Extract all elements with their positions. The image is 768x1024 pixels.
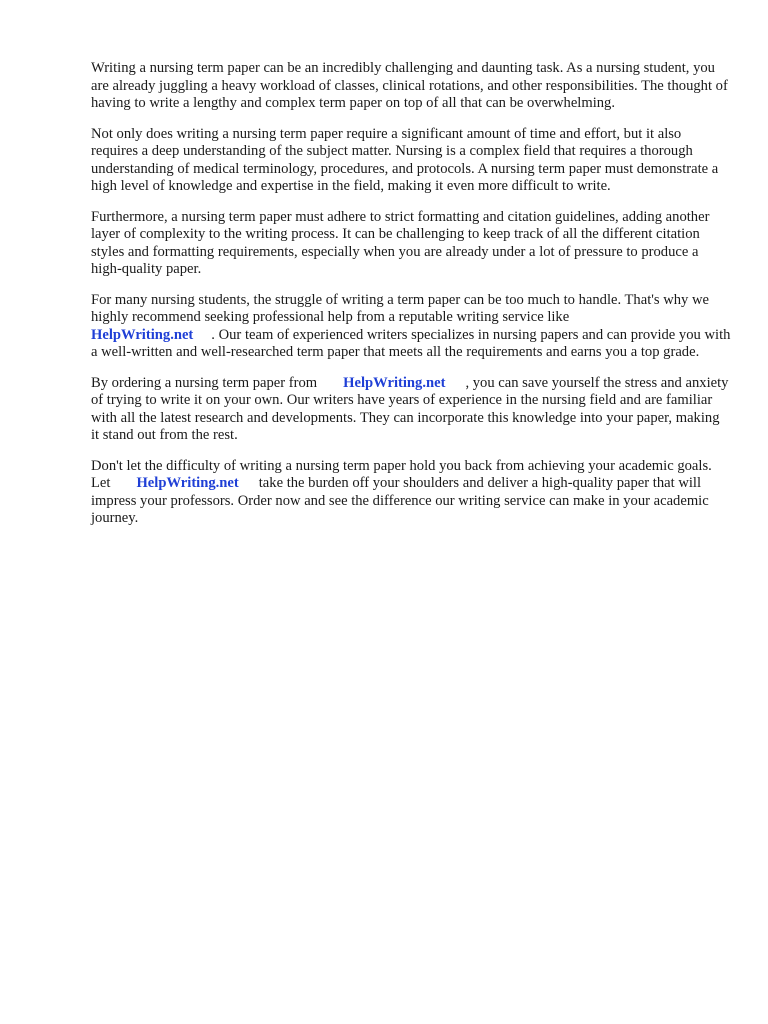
paragraph-5-text-after: , you can save yourself the stress and anxiety of trying to write it on your own. Our writers have years of experience in the nursing field and are familiar with all the latest research and developments. They can incorporate this knowledge into your paper, making it stand out from the rest. xyxy=(91,374,729,443)
helpwriting-link[interactable]: HelpWriting.net xyxy=(91,326,194,343)
document-body xyxy=(91,60,731,541)
paragraph-1: Writing a nursing term paper can be an incredibly challenging and daunting task. As a nursing student, you are already juggling a heavy workload of classes, clinical rotations, and other responsibilities. The thought of having to write a lengthy and complex term paper on top of all that can be overwhelming. xyxy=(91,60,728,111)
paragraph-6-text-before: Don't let the difficulty of writing a nursing term paper hold you back from achieving your academic goals. Let xyxy=(91,457,712,491)
paragraph-6 xyxy=(91,458,731,528)
paragraph-4-text-after: . Our team of experienced writers specializes in nursing papers and can provide you with a well-written and well-researched term paper that meets all the requirements and earns you a top grade. xyxy=(91,326,731,360)
paragraph-4 xyxy=(91,292,731,362)
paragraph-4-text-before: For many nursing students, the struggle of writing a term paper can be too much to handle. That's why we highly recommend seeking professional help from a reputable writing service like xyxy=(91,291,710,325)
paragraph-6-text-after: take the burden off your shoulders and deliver a high-quality paper that will impress your professors. Order now and see the difference our writing service can make in your academic journey. xyxy=(91,475,709,526)
paragraph-2: Not only does writing a nursing term paper require a significant amount of time and effort, but it also requires a deep understanding of the subject matter. Nursing is a complex field that requires a thorough understanding of medical terminology, procedures, and protocols. A nursing term paper must demonstrate a high level of knowledge and expertise in the field, making it even more difficult to write. xyxy=(91,125,719,194)
paragraph-3: Furthermore, a nursing term paper must adhere to strict formatting and citation guidelines, adding another layer of complexity to the writing process. It can be challenging to keep track of all the different citation styles and formatting requirements, especially when you are already under a lot of pressure to produce a high-quality paper. xyxy=(91,208,710,277)
helpwriting-link[interactable]: HelpWriting.net xyxy=(343,374,446,391)
helpwriting-link[interactable]: HelpWriting.net xyxy=(136,475,239,491)
paragraph-5 xyxy=(91,375,731,445)
paragraph-5-text-before: By ordering a nursing term paper from xyxy=(91,374,318,391)
